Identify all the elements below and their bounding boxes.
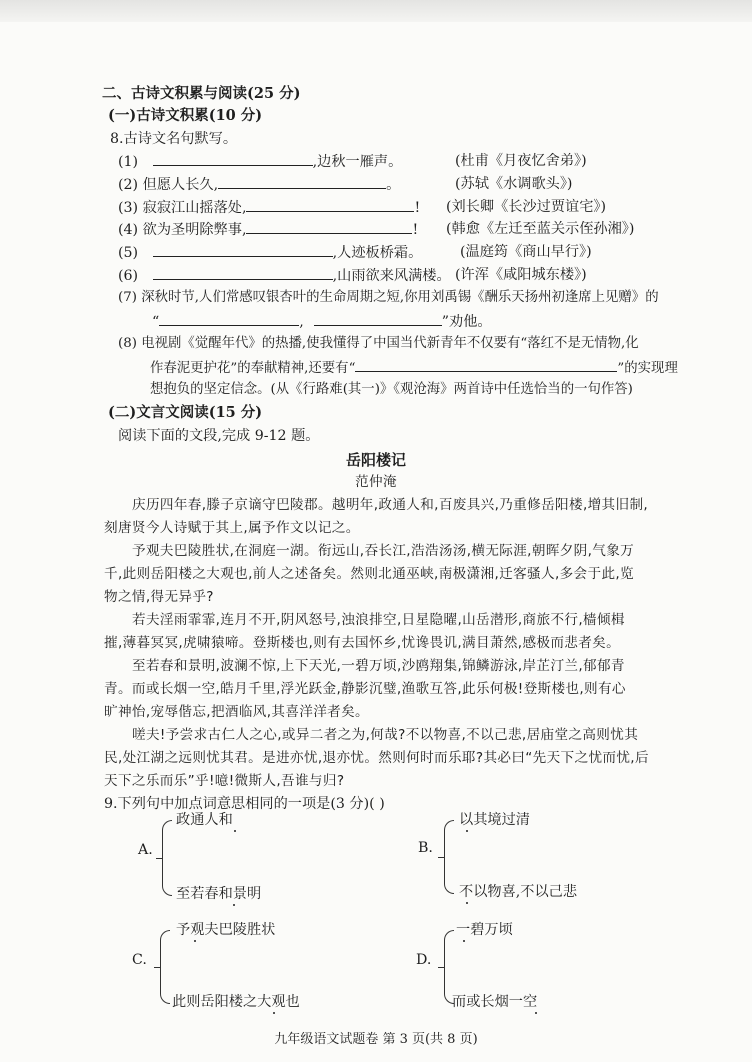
option-b-bottom: 不以物喜,不以己悲 [459, 884, 578, 900]
answer-blank-5[interactable] [153, 242, 333, 257]
passage-line: 摧,薄暮冥冥,虎啸猿啼。登斯楼也,则有去国怀乡,忧谗畏讥,满目萧然,感极而悲者矣。 [104, 635, 621, 651]
emphasis-dot [234, 830, 236, 832]
item-text: ”的实现理 [617, 361, 678, 376]
passage-line: 民,处江湖之远则忧其君。是进亦忧,退亦忧。然则何时而乐耶?其必曰“先天下之忧而忧,后 [104, 750, 649, 766]
passage-line: 天下之乐而乐”乎!噫!微斯人,吾谁与归? [104, 773, 345, 789]
emphasis-dot [273, 1012, 275, 1014]
item-text: ! [414, 200, 421, 216]
option-d-top: 一碧万顷 [456, 922, 513, 938]
open-quote: “ [152, 314, 160, 330]
q8-intro: 8.古诗文名句默写。 [110, 131, 238, 147]
option-b-letter[interactable]: B. [418, 840, 433, 856]
item-source: (刘长卿《长沙过贾谊宅》) [446, 199, 607, 215]
passage-line: 物之情,得无异乎? [104, 589, 214, 605]
answer-blank-3[interactable] [246, 197, 414, 212]
answer-blank-7b[interactable] [314, 311, 442, 326]
item-source: (韩愈《左迁至蓝关示侄孙湘》) [446, 221, 635, 237]
item-number: (2) [118, 177, 139, 193]
passage-line: 予观夫巴陵胜状,在洞庭一湖。衔远山,吞长江,浩浩汤汤,横无际涯,朝晖夕阴,气象万 [132, 543, 635, 559]
section-heading: 二、古诗文积累与阅读(25 分) [102, 85, 301, 102]
answer-blank-6[interactable] [153, 265, 333, 280]
passage-author: 范仲淹 [355, 474, 397, 490]
passage-line: 旷神怡,宠辱偕忘,把酒临风,其喜洋洋者矣。 [104, 704, 369, 720]
option-d-bottom: 而或长烟一空 [452, 994, 538, 1010]
answer-blank-8[interactable] [355, 357, 617, 372]
q8-item-3 [118, 197, 420, 218]
page-footer: 九年级语文试题卷 第 3 页(共 8 页) [274, 1032, 478, 1047]
item-source: (杜甫《月夜忆舍弟》) [455, 153, 587, 169]
q8-item-8 [118, 334, 639, 354]
item-text: ! [412, 222, 419, 238]
close-text: ”劝他。 [441, 314, 492, 330]
emphasis-dot [466, 902, 468, 904]
item-text: 寂寂江山摇落处, [142, 200, 247, 216]
passage-line: 庆历四年春,滕子京谪守巴陵郡。越明年,政通人和,百废具兴,乃重修岳阳楼,增其旧制, [132, 497, 649, 513]
part2-heading: (二)文言文阅读(15 分) [108, 404, 263, 421]
option-a-letter[interactable]: A. [138, 842, 153, 858]
emphasis-dot [463, 940, 465, 942]
item-text: 电视剧《觉醒年代》的热播,使我懂得了中国当代新青年不仅要有“落红不是无情物,化 [141, 336, 639, 351]
q8-item-6 [118, 265, 451, 286]
item-source: (温庭筠《商山早行》) [460, 244, 592, 260]
item-text: ,山雨欲来风满楼。 [332, 268, 451, 284]
q8-item-5 [118, 242, 422, 263]
item-number: (3) [118, 200, 139, 216]
item-number: (1) [118, 154, 139, 170]
emphasis-dot [233, 904, 235, 906]
option-c-brace [160, 930, 170, 1004]
item-text: 深秋时节,人们常感叹银杏叶的生命周期之短,你用刘禹锡《酬乐天扬州初逢席上见赠》的 [141, 290, 659, 305]
q9-stem: 9.下列句中加点词意思相同的一项是(3 分)( ) [104, 796, 385, 812]
option-a-bottom: 至若春和景明 [176, 886, 262, 902]
option-c-letter[interactable]: C. [132, 952, 147, 968]
emphasis-dot [194, 940, 196, 942]
q8-item-8-line2 [150, 357, 678, 379]
part1-heading: (一)古诗文积累(10 分) [108, 107, 263, 124]
item-text: 欲为圣明除弊事, [142, 222, 247, 238]
passage-line: 千,此则岳阳楼之大观也,前人之述备矣。然则北通巫峡,南极潇湘,迁客骚人,多会于此,览 [104, 566, 634, 582]
q8-item-7-line2 [152, 311, 492, 332]
q8-item-2 [118, 174, 400, 195]
option-d-letter[interactable]: D. [416, 952, 432, 968]
q8-item-8-line3: 想抱负的坚定信念。(从《行路难(其一)》《观沧海》两首诗中任选恰当的一句作答) [150, 382, 633, 397]
answer-blank-1[interactable] [153, 151, 313, 166]
comma: , [299, 314, 304, 330]
item-number: (7) [118, 290, 137, 305]
q8-item-1 [118, 151, 402, 172]
option-c-bottom: 此则岳阳楼之大观也 [172, 994, 300, 1010]
passage-title: 岳阳楼记 [345, 451, 406, 469]
item-text: ,人迹板桥霜。 [332, 245, 423, 261]
item-text: 作春泥更护花”的奉献精神,还要有“ [150, 361, 356, 376]
item-text: 。 [386, 177, 401, 193]
emphasis-dot [535, 1012, 537, 1014]
answer-blank-4[interactable] [246, 219, 412, 234]
option-a-brace [162, 820, 172, 896]
item-number: (6) [118, 268, 139, 284]
q8-item-7 [118, 288, 659, 308]
passage-line: 至若春和景明,波澜不惊,上下天光,一碧万顷,沙鸥翔集,锦鳞游泳,岸芷汀兰,郁郁青 [132, 658, 625, 674]
passage-line: 刻唐贤今人诗赋于其上,属予作文以记之。 [104, 520, 360, 536]
reading-intro: 阅读下面的文段,完成 9-12 题。 [118, 428, 320, 444]
item-number: (4) [118, 222, 139, 238]
option-b-brace [444, 820, 454, 894]
answer-blank-7a[interactable] [159, 311, 299, 326]
item-source: (苏轼《水调歌头》) [455, 176, 573, 192]
item-number: (5) [118, 245, 139, 261]
q8-item-4 [118, 219, 418, 240]
item-text: ,边秋一雁声。 [312, 154, 403, 170]
passage-line: 青。而或长烟一空,皓月千里,浮光跃金,静影沉璧,渔歌互答,此乐何极!登斯楼也,则有心 [104, 681, 626, 697]
item-number: (8) [118, 336, 137, 351]
scan-top-shadow [0, 0, 752, 22]
emphasis-dot [466, 830, 468, 832]
item-source: (许浑《咸阳城东楼》) [455, 267, 587, 283]
item-text: 但愿人长久, [142, 177, 219, 193]
passage-line: 嗟夫!予尝求古仁人之心,或异二者之为,何哉?不以物喜,不以己悲,居庙堂之高则忧其 [132, 727, 639, 743]
option-b-top: 以其境过清 [459, 812, 530, 828]
passage-line: 若夫淫雨霏霏,连月不开,阴风怒号,浊浪排空,日星隐曜,山岳潜形,商旅不行,樯倾楫 [132, 612, 625, 628]
option-a-top: 政通人和 [176, 812, 233, 828]
answer-blank-2[interactable] [218, 174, 386, 189]
option-c-top: 予观夫巴陵胜状 [176, 922, 276, 938]
